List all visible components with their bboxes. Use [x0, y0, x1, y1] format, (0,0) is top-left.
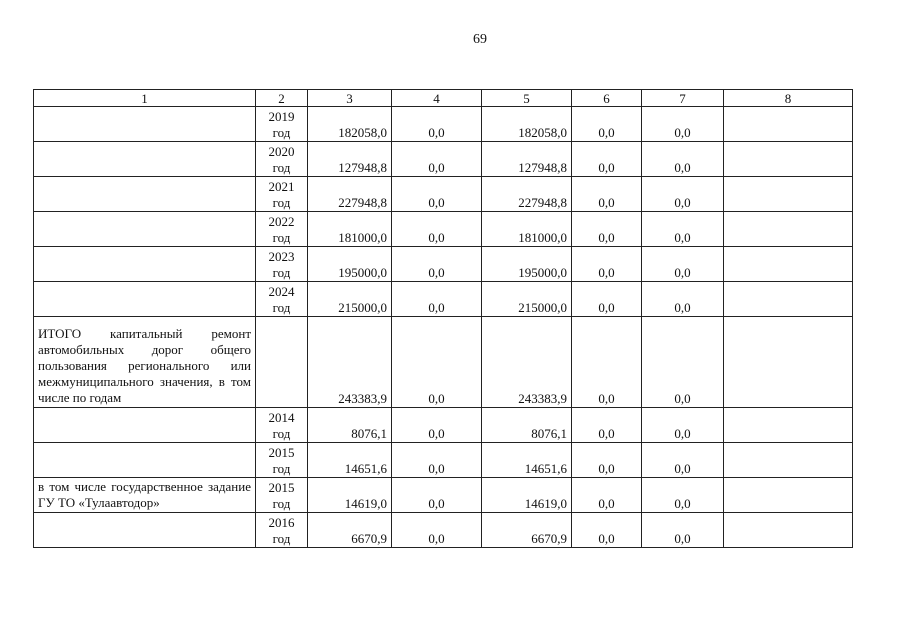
cell-col6: 0,0: [572, 142, 642, 177]
cell-col4: 0,0: [392, 282, 482, 317]
cell-col4: 0,0: [392, 142, 482, 177]
table-row: [34, 513, 853, 548]
cell-col5: 182058,0: [482, 107, 572, 142]
cell-col6: 0,0: [572, 513, 642, 548]
cell-col4: 0,0: [392, 478, 482, 513]
row-description: [34, 478, 256, 513]
year-unit: год: [272, 426, 291, 441]
year-value: 2019: [268, 109, 295, 124]
row-year: [256, 247, 308, 282]
cell-col7: 0,0: [642, 142, 724, 177]
header-cell-1: 1: [34, 90, 256, 107]
table-row: [34, 177, 853, 212]
total-row: [34, 317, 853, 408]
cell-col6: 0,0: [572, 282, 642, 317]
year-unit: год: [272, 230, 291, 245]
table-row: [34, 443, 853, 478]
year-unit: год: [272, 160, 291, 175]
cell-col7: 0,0: [642, 282, 724, 317]
cell-col5: 195000,0: [482, 247, 572, 282]
cell-col3: 127948,8: [308, 142, 392, 177]
row-year: [256, 142, 308, 177]
row-year: [256, 317, 308, 408]
cell-col5: 243383,9: [482, 317, 572, 408]
header-cell-5: 5: [482, 90, 572, 107]
year-unit: год: [272, 496, 291, 511]
year-value: 2024: [268, 284, 295, 299]
row-year: [256, 408, 308, 443]
budget-table: [33, 89, 853, 548]
table-header-row: [34, 90, 853, 107]
cell-col7: 0,0: [642, 478, 724, 513]
cell-col6: 0,0: [572, 408, 642, 443]
row-description: [34, 107, 256, 142]
cell-col8: [724, 177, 853, 212]
cell-col3: 6670,9: [308, 513, 392, 548]
cell-col3: 243383,9: [308, 317, 392, 408]
cell-col8: [724, 317, 853, 408]
header-cell-3: 3: [308, 90, 392, 107]
year-value: 2022: [268, 214, 295, 229]
cell-col5: 14651,6: [482, 443, 572, 478]
cell-col4: 0,0: [392, 212, 482, 247]
cell-col3: 14651,6: [308, 443, 392, 478]
cell-col6: 0,0: [572, 107, 642, 142]
cell-col6: 0,0: [572, 443, 642, 478]
year-unit: год: [272, 461, 291, 476]
cell-col6: 0,0: [572, 177, 642, 212]
cell-col7: 0,0: [642, 317, 724, 408]
row-year: [256, 107, 308, 142]
row-description: [34, 443, 256, 478]
row-description: [34, 177, 256, 212]
cell-col4: 0,0: [392, 443, 482, 478]
row-year: [256, 282, 308, 317]
cell-col3: 195000,0: [308, 247, 392, 282]
year-unit: год: [272, 300, 291, 315]
row-year: [256, 177, 308, 212]
cell-col5: 6670,9: [482, 513, 572, 548]
row-year: [256, 443, 308, 478]
cell-col3: 14619,0: [308, 478, 392, 513]
cell-col7: 0,0: [642, 107, 724, 142]
cell-col7: 0,0: [642, 212, 724, 247]
header-cell-2: 2: [256, 90, 308, 107]
year-value: 2015: [268, 480, 295, 495]
cell-col3: 8076,1: [308, 408, 392, 443]
cell-col4: 0,0: [392, 247, 482, 282]
header-cell-6: 6: [572, 90, 642, 107]
cell-col5: 215000,0: [482, 282, 572, 317]
total-description-text: ИТОГО капитальный ремонт автомобильных дорог общего пользования регионального или межмуниципального значения, в том числе по годам: [38, 326, 251, 405]
cell-col5: 8076,1: [482, 408, 572, 443]
cell-col5: 227948,8: [482, 177, 572, 212]
cell-col7: 0,0: [642, 408, 724, 443]
row-year: [256, 513, 308, 548]
header-cell-7: 7: [642, 90, 724, 107]
total-description: [34, 317, 256, 408]
cell-col8: [724, 142, 853, 177]
year-value: 2016: [268, 515, 295, 530]
year-value: 2020: [268, 144, 295, 159]
row-year: [256, 212, 308, 247]
cell-col6: 0,0: [572, 478, 642, 513]
cell-col6: 0,0: [572, 247, 642, 282]
year-value: 2014: [268, 410, 295, 425]
table-row: [34, 142, 853, 177]
cell-col7: 0,0: [642, 247, 724, 282]
cell-col5: 181000,0: [482, 212, 572, 247]
cell-col3: 181000,0: [308, 212, 392, 247]
cell-col4: 0,0: [392, 107, 482, 142]
table-row: [34, 212, 853, 247]
cell-col6: 0,0: [572, 317, 642, 408]
table-row: [34, 478, 853, 513]
cell-col3: 182058,0: [308, 107, 392, 142]
table-row: [34, 408, 853, 443]
year-value: 2021: [268, 179, 295, 194]
row-description: [34, 513, 256, 548]
cell-col6: 0,0: [572, 212, 642, 247]
row-description: [34, 282, 256, 317]
cell-col8: [724, 443, 853, 478]
header-cell-8: 8: [724, 90, 853, 107]
cell-col4: 0,0: [392, 408, 482, 443]
cell-col4: 0,0: [392, 317, 482, 408]
cell-col4: 0,0: [392, 177, 482, 212]
cell-col3: 215000,0: [308, 282, 392, 317]
cell-col7: 0,0: [642, 443, 724, 478]
row-description: [34, 247, 256, 282]
cell-col8: [724, 282, 853, 317]
row-description: [34, 408, 256, 443]
cell-col5: 127948,8: [482, 142, 572, 177]
cell-col8: [724, 212, 853, 247]
state-task-description: в том числе государственное задание ГУ ТО «Тулаавтодор»: [38, 479, 251, 510]
cell-col5: 14619,0: [482, 478, 572, 513]
table-row: [34, 107, 853, 142]
cell-col7: 0,0: [642, 177, 724, 212]
cell-col3: 227948,8: [308, 177, 392, 212]
row-description: [34, 212, 256, 247]
year-unit: год: [272, 125, 291, 140]
row-description: [34, 142, 256, 177]
cell-col8: [724, 513, 853, 548]
table-row: [34, 282, 853, 317]
cell-col4: 0,0: [392, 513, 482, 548]
cell-col8: [724, 107, 853, 142]
year-unit: год: [272, 531, 291, 546]
year-value: 2023: [268, 249, 295, 264]
header-cell-4: 4: [392, 90, 482, 107]
year-unit: год: [272, 195, 291, 210]
cell-col8: [724, 408, 853, 443]
page-number: 69: [473, 32, 487, 47]
cell-col8: [724, 247, 853, 282]
cell-col7: 0,0: [642, 513, 724, 548]
cell-col8: [724, 478, 853, 513]
row-year: [256, 478, 308, 513]
year-value: 2015: [268, 445, 295, 460]
table-row: [34, 247, 853, 282]
year-unit: год: [272, 265, 291, 280]
